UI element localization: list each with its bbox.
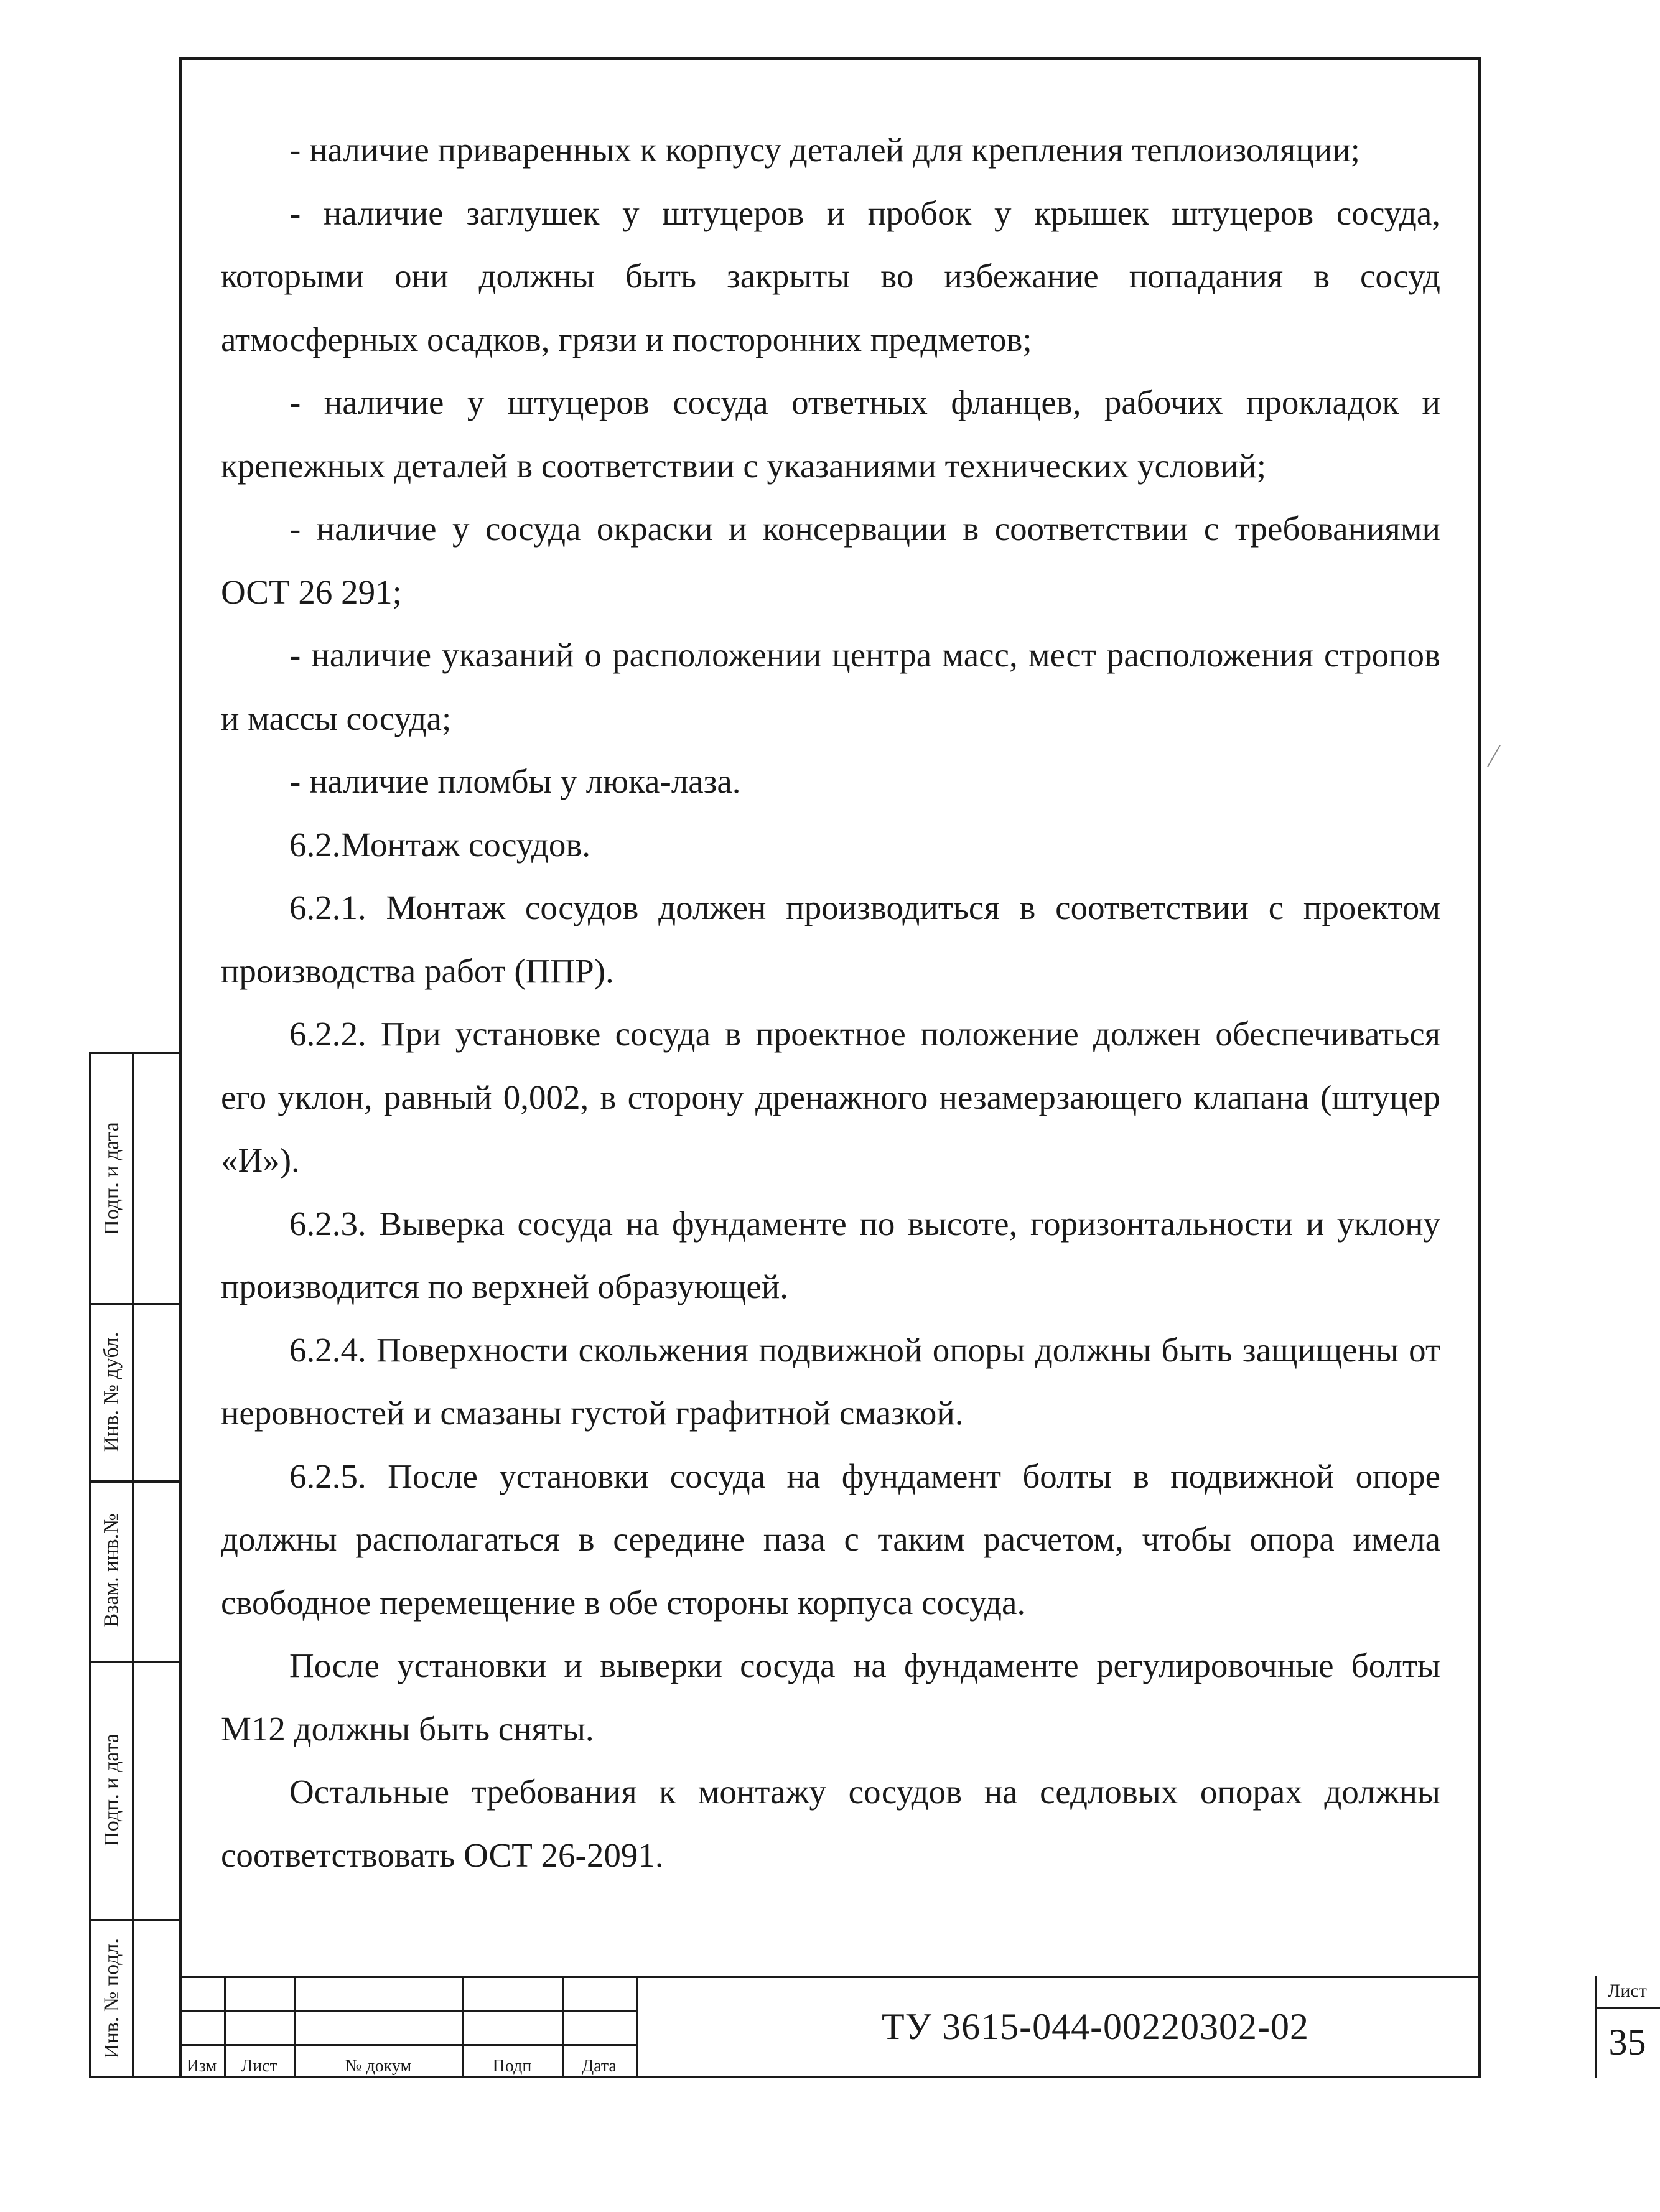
paragraph: 6.2.4. Поверхности скольжения подвижной опоры должны быть защищены от неровностей и смазаны густой графитной смазкой. [221, 1330, 1440, 1432]
list-label: Лист [241, 2056, 277, 2076]
paragraph: 6.2.5. После установки сосуда на фундамент болты в подвижной опоре должны располагаться в середине паза с таким расчетом, чтобы опора имела свободное перемещение в обе стороны корпуса сосуда. [221, 1457, 1440, 1622]
izm-label: Изм [186, 2056, 217, 2076]
stray-mark [1487, 745, 1501, 767]
sheet-number-text: 35 [1608, 2022, 1646, 2063]
title-block-row-line [179, 2010, 636, 2012]
document-body [221, 118, 1440, 1887]
section-heading: 6.2.Монтаж сосудов. [289, 825, 591, 864]
side-label [91, 1661, 132, 1919]
title-block [179, 1976, 1647, 2078]
paragraph: После установки и выверки сосуда на фундаменте регулировочные болты М12 должны быть сняты. [221, 1646, 1440, 1748]
podp-data-label: Подп. и дата [100, 1733, 123, 1847]
side-label [91, 1054, 132, 1303]
title-block-row-line [179, 2044, 636, 2046]
data-label: Дата [582, 2056, 617, 2076]
paragraph: Остальные требования к монтажу сосудов на седловых опорах должны соответствовать ОСТ 26-2091. [221, 1773, 1440, 1874]
document-code [636, 1976, 1554, 2078]
paragraph: - наличие указаний о расположении центра масс, мест расположения стропов и массы сосуда; [221, 636, 1440, 737]
vzam-inv-label: Взам. инв.№ [100, 1513, 123, 1628]
paragraph: - наличие пломбы у люка-лаза. [289, 762, 741, 800]
inv-podl-label: Инв. № подл. [100, 1938, 123, 2059]
sheet-label: Лист [1608, 1981, 1647, 2001]
podp-data-label: Подп. и дата [100, 1122, 123, 1235]
paragraph: 6.2.3. Выверка сосуда на фундаменте по высоте, горизонтальности и уклону производится по верхней образующей. [221, 1204, 1440, 1305]
paragraph: - наличие у штуцеров сосуда ответных фланцев, рабочих прокладок и крепежных деталей в соответствии с указаниями технических условий; [221, 383, 1440, 485]
paragraph: - наличие приваренных к корпусу деталей для крепления теплоизоляции; [289, 131, 1360, 169]
paragraph: - наличие заглушек у штуцеров и пробок у крышек штуцеров сосуда, которыми они должны быть закрыты во избежание попадания в сосуд атмосферных осадков, грязи и посторонних предметов; [221, 194, 1440, 358]
side-divider [132, 1054, 134, 2076]
n-dokum-label: № докум [345, 2056, 412, 2076]
podp-label: Подп [492, 2056, 532, 2076]
side-label [91, 1480, 132, 1661]
side-label [91, 1303, 132, 1480]
paragraph: 6.2.2. При установке сосуда в проектное положение должен обеспечиваться его уклон, равный 0,002, в сторону дренажного незамерзающего клапана (штуцер «И»). [221, 1015, 1440, 1179]
paragraph: 6.2.1. Монтаж сосудов должен производиться в соответствии с проектом производства работ (ППР). [221, 889, 1440, 990]
document-code-text: ТУ 3615-044-00220302-02 [881, 2006, 1310, 2047]
paragraph: - наличие у сосуда окраски и консервации в соответствии с требованиями ОСТ 26 291; [221, 510, 1440, 611]
inv-dubl-label: Инв. № дубл. [100, 1332, 123, 1452]
side-label [91, 1919, 132, 2078]
side-stamp [89, 1052, 179, 2078]
sheet-number [1595, 2007, 1660, 2078]
